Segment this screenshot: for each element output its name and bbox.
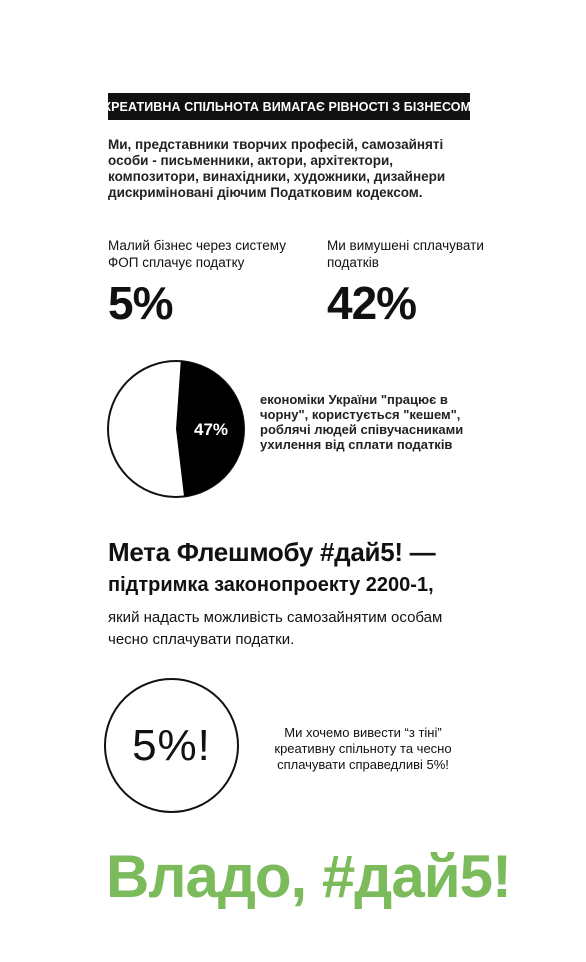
intro-paragraph: [108, 137, 478, 201]
slogan: Владо, #дай5!: [106, 843, 511, 910]
stat-value-creatives: 42%: [327, 277, 417, 329]
goal-headline: Мета Флешмобу #дай5! —: [108, 537, 436, 567]
stat-label-business: Малий бізнес через систему ФОП сплачує податку: [108, 238, 286, 270]
stat-value-business: 5%: [108, 277, 173, 329]
pie-caption: економіки України "працює в чорну", користується "кешем", роблячі людей співучасниками ухилення від сплати податків: [260, 392, 464, 452]
goal-text: який надасть можливість самозайнятим особам чесно сплачувати податки.: [108, 609, 443, 648]
intro-tail: дискриміновані діючим Податковим кодексом.: [108, 185, 423, 200]
promise-caption: Ми хочемо вивести “з тіні” креативну спільноту та чесно сплачувати справедливі 5%!: [274, 725, 452, 772]
five-percent-circle: [104, 678, 239, 813]
goal-subhead: підтримка законопроекту 2200-1,: [108, 574, 434, 596]
circle-text: 5%!: [132, 720, 211, 770]
header-banner: КРЕАТИВНА СПІЛЬНОТА ВИМАГАЄ РІВНОСТІ З БІЗНЕСОМ.: [108, 93, 470, 120]
shadow-economy-pie-chart: [106, 359, 246, 499]
pie-value-label: 47%: [193, 420, 229, 439]
intro-body: , представники творчих професій, самозайняті особи - письменники, актори, архітектори, композитори, винахідники, художники, дизайнери: [108, 137, 446, 184]
intro-lead: Ми: [108, 137, 128, 152]
stat-label-creatives: Ми вимушені сплачувати податків: [327, 238, 484, 270]
